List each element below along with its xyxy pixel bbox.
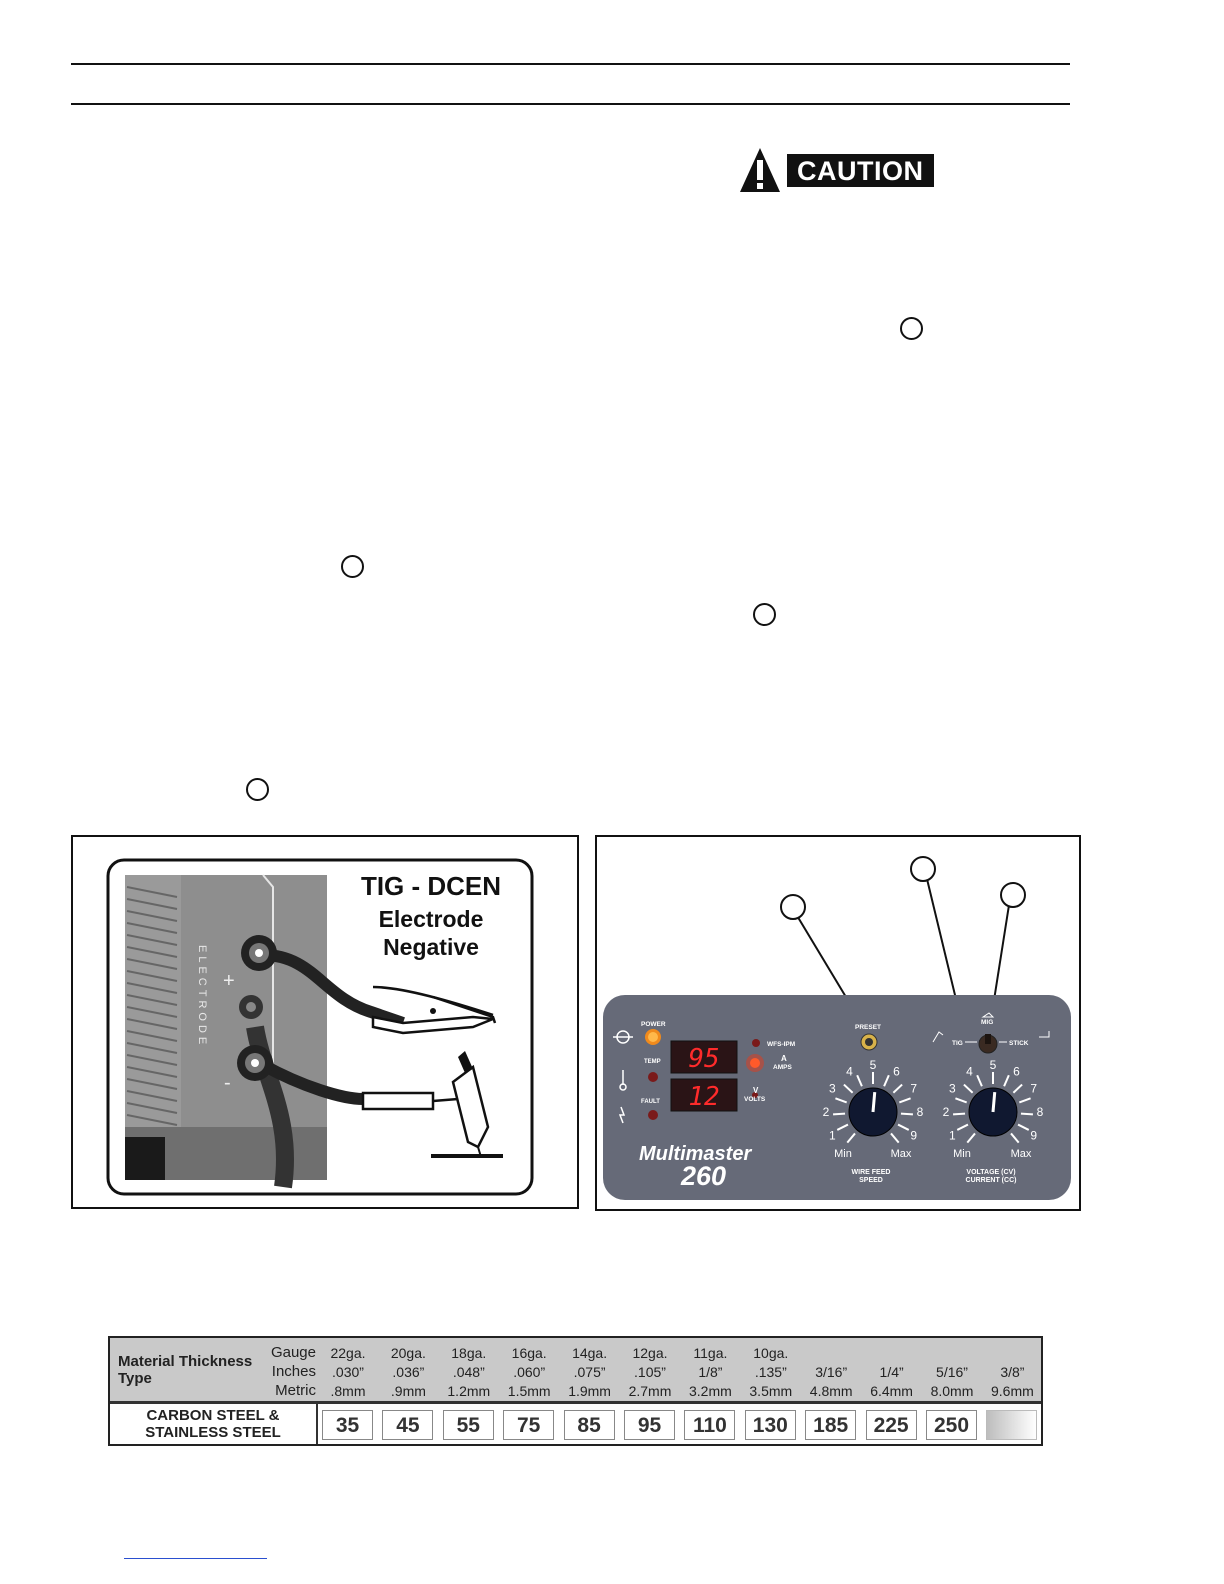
- dial-number: 6: [1013, 1064, 1020, 1079]
- thickness-inches: .048”: [452, 1364, 485, 1380]
- thickness-column: [741, 1344, 801, 1401]
- thickness-column: [439, 1344, 499, 1401]
- thickness-inches: .135”: [754, 1364, 787, 1380]
- volts-v-label: V: [753, 1086, 759, 1095]
- callout-circle: [1001, 883, 1025, 907]
- setting-value-cell: 35: [322, 1410, 373, 1440]
- thickness-gauge: 16ga.: [511, 1345, 547, 1361]
- thickness-metric: 8.0mm: [930, 1383, 974, 1399]
- thickness-inches: 3/16”: [815, 1364, 848, 1380]
- tig-label: TIG: [952, 1040, 963, 1047]
- wfs-led: [752, 1039, 760, 1047]
- dial-tick: [833, 1114, 845, 1115]
- thickness-inches: 3/8”: [1000, 1364, 1025, 1380]
- thickness-column: [922, 1344, 982, 1401]
- thickness-gauge: 11ga.: [693, 1345, 728, 1361]
- thickness-inches: 1/8”: [698, 1364, 723, 1380]
- minus-label: -: [224, 1072, 231, 1094]
- thickness-gauge: 12ga.: [632, 1345, 668, 1361]
- knob-pointer: [993, 1092, 995, 1112]
- amps-readout: 95: [688, 1044, 720, 1074]
- min-label-right: Min: [953, 1148, 971, 1160]
- dial-number: 8: [1036, 1105, 1044, 1119]
- thickness-metric: 3.2mm: [688, 1383, 732, 1399]
- amps-a-label: A: [781, 1054, 787, 1063]
- thickness-metric: 3.5mm: [749, 1383, 793, 1399]
- amps-label: AMPS: [773, 1064, 792, 1071]
- dial-number: 2: [942, 1105, 950, 1119]
- figure-subtitle-line2: Negative: [383, 934, 479, 960]
- callout-circle: [341, 555, 364, 578]
- thickness-gauge: [801, 1344, 861, 1363]
- setting-value-cell: 85: [564, 1410, 615, 1440]
- material-row-label: [110, 1404, 318, 1444]
- amps-led: [746, 1054, 764, 1072]
- row-label-line2: STAINLESS STEEL: [145, 1424, 281, 1441]
- setting-value-cell: 225: [866, 1410, 917, 1440]
- thickness-gauge: [922, 1344, 982, 1363]
- callout-circle: [246, 778, 269, 801]
- thickness-gauge: 10ga.: [753, 1345, 789, 1361]
- dial-number: 4: [846, 1064, 853, 1079]
- thickness-column: [499, 1344, 559, 1401]
- dial-number: 1: [948, 1128, 956, 1143]
- setting-value-cell: 55: [443, 1410, 494, 1440]
- setting-value-cell: 45: [382, 1410, 433, 1440]
- power-led: [645, 1029, 661, 1045]
- top-rule: [71, 63, 1070, 65]
- dial-number: 7: [910, 1081, 918, 1096]
- thickness-metric: 9.6mm: [990, 1383, 1034, 1399]
- second-rule: [71, 103, 1070, 105]
- table-header: [110, 1338, 1041, 1404]
- gauge-legend: Gauge: [270, 1344, 316, 1361]
- fault-led: [648, 1110, 658, 1120]
- thickness-gauge: 14ga.: [572, 1345, 608, 1361]
- thickness-metric: 4.8mm: [809, 1383, 853, 1399]
- positive-terminal: [241, 935, 277, 971]
- thickness-column: [801, 1344, 861, 1401]
- thickness-inches: 1/4”: [879, 1364, 904, 1380]
- thickness-column: [982, 1344, 1042, 1401]
- settings-table: [108, 1336, 1043, 1446]
- footer-link-underline: [124, 1558, 267, 1559]
- volts-readout: 12: [688, 1082, 720, 1112]
- thickness-gauge: [862, 1344, 922, 1363]
- wfs-label: WFS-IPM: [767, 1041, 796, 1048]
- thickness-metric: .8mm: [330, 1383, 366, 1399]
- thickness-gauge: 18ga.: [451, 1345, 487, 1361]
- setting-value-cell: 130: [745, 1410, 796, 1440]
- model-number: 260: [681, 1161, 727, 1191]
- material-thickness-label: Material Thickness: [118, 1353, 253, 1370]
- dial-number: 5: [869, 1058, 877, 1072]
- dial-number: 4: [966, 1064, 973, 1079]
- volts-label: VOLTS: [744, 1096, 766, 1103]
- preset-label: PRESET: [855, 1024, 882, 1031]
- power-label: POWER: [641, 1021, 666, 1028]
- dial-number: 7: [1030, 1081, 1038, 1096]
- figure-subtitle-line1: Electrode: [378, 906, 484, 932]
- thickness-metric: 1.9mm: [568, 1383, 611, 1399]
- thickness-metric: 1.2mm: [447, 1383, 491, 1399]
- temp-led: [648, 1072, 658, 1082]
- setting-value-cell: 185: [805, 1410, 856, 1440]
- dial-tick: [953, 1114, 965, 1115]
- current-cc-label: CURRENT (CC): [965, 1177, 1017, 1184]
- voltage-cv-label: VOLTAGE (CV): [966, 1169, 1016, 1176]
- setting-value-cell: 250: [926, 1410, 977, 1440]
- callout-circle: [911, 857, 935, 881]
- setting-value-cell: 110: [684, 1410, 735, 1440]
- dial-tick: [1021, 1114, 1033, 1115]
- callout-circle: [753, 603, 776, 626]
- gas-terminal: [239, 995, 263, 1019]
- dial-tick: [901, 1114, 913, 1115]
- welder-side-panel: [125, 875, 327, 1180]
- setting-value-cell: 75: [503, 1410, 554, 1440]
- thickness-inches: .036”: [392, 1364, 425, 1380]
- figure-control-panel: [595, 835, 1081, 1211]
- brand-name: Multimaster: [639, 1143, 752, 1165]
- callout-circle: [781, 895, 805, 919]
- mig-label: MIG: [981, 1019, 994, 1026]
- thickness-inches: .030”: [332, 1364, 364, 1380]
- type-label: Type: [118, 1370, 152, 1387]
- dial-number: 1: [828, 1128, 836, 1143]
- dial-number: 5: [989, 1058, 997, 1072]
- thickness-metric: .9mm: [390, 1383, 426, 1399]
- min-label-left: Min: [834, 1148, 852, 1160]
- callout-circle: [900, 317, 923, 340]
- thickness-inches: .105”: [634, 1364, 666, 1380]
- thickness-inches: .075”: [573, 1364, 606, 1380]
- thickness-column: [620, 1344, 680, 1401]
- caution-banner: [739, 147, 934, 193]
- thickness-column: [560, 1344, 620, 1401]
- preset-button[interactable]: [861, 1034, 877, 1050]
- speed-label: SPEED: [859, 1177, 883, 1184]
- dial-number: 9: [1030, 1128, 1038, 1143]
- thickness-gauge: 22ga.: [330, 1345, 366, 1361]
- thickness-inches: .060”: [513, 1364, 546, 1380]
- knob-pointer: [873, 1092, 875, 1112]
- thickness-metric: 6.4mm: [870, 1383, 913, 1399]
- thickness-gauge: 20ga.: [390, 1345, 426, 1361]
- dial-number: 3: [948, 1081, 956, 1096]
- setting-value-cell: [986, 1410, 1037, 1440]
- max-label-left: Max: [890, 1148, 912, 1160]
- thickness-column: [862, 1344, 922, 1401]
- caution-label: CAUTION: [787, 154, 934, 187]
- thickness-inches: 5/16”: [936, 1364, 968, 1380]
- dial-number: 9: [910, 1128, 918, 1143]
- thickness-column: [378, 1344, 438, 1401]
- dial-number: 6: [893, 1064, 900, 1079]
- row-label-line1: CARBON STEEL &: [146, 1407, 280, 1424]
- figure-title: TIG - DCEN: [360, 871, 502, 901]
- metric-legend: Metric: [275, 1382, 316, 1399]
- inches-legend: Inches: [271, 1363, 316, 1380]
- wire-feed-label: WIRE FEED: [851, 1169, 891, 1176]
- figure-tig-dcen: [71, 835, 579, 1209]
- plus-label: +: [223, 970, 235, 992]
- thickness-metric: 2.7mm: [628, 1383, 672, 1399]
- stick-label: STICK: [1009, 1040, 1029, 1047]
- setting-value-cell: 95: [624, 1410, 675, 1440]
- dial-number: 3: [828, 1081, 836, 1096]
- dial-number: 8: [916, 1105, 924, 1119]
- max-label-right: Max: [1010, 1148, 1032, 1160]
- fault-label: FAULT: [641, 1099, 660, 1105]
- thickness-column: [318, 1344, 378, 1401]
- dial-number: 2: [822, 1105, 830, 1119]
- thickness-metric: 1.5mm: [507, 1383, 551, 1399]
- negative-terminal: [237, 1045, 273, 1081]
- thickness-gauge: [982, 1344, 1042, 1363]
- temp-label: TEMP: [644, 1059, 661, 1065]
- electrode-side-label: ELECTRODE: [196, 945, 208, 1049]
- warning-triangle-icon: [739, 147, 781, 193]
- thickness-column: [680, 1344, 740, 1401]
